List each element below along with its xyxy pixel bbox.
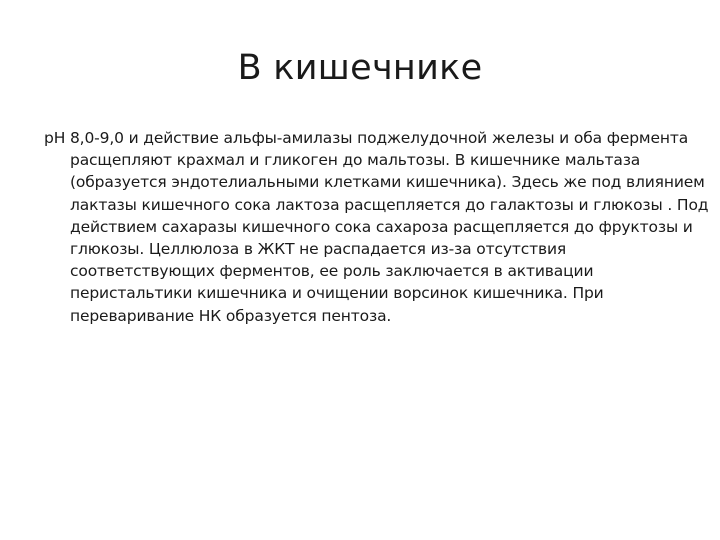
slide-title: В кишечнике	[237, 48, 483, 88]
slide-body-text: рН 8,0-9,0 и действие альфы-амилазы поджелудочной железы и оба фермента расщепляют крахмал и гликоген до мальтозы. В кишечнике мальтаза (образуется эндотелиальными клетками кишечника). Здесь же под влиянием лактазы кишечного сока лактоза расщепляется до галактозы и глюкозы . Под действием сахаразы кишечного сока сахароза расщепляется до фруктозы и глюкозы. Целлюлоза в ЖКТ не распадается из-за отсутствия соответствующих ферментов, ее роль заключается в активации перистальтики кишечника и очищении ворсинок кишечника. При переваривание НК образуется пентоза.	[44, 129, 709, 325]
